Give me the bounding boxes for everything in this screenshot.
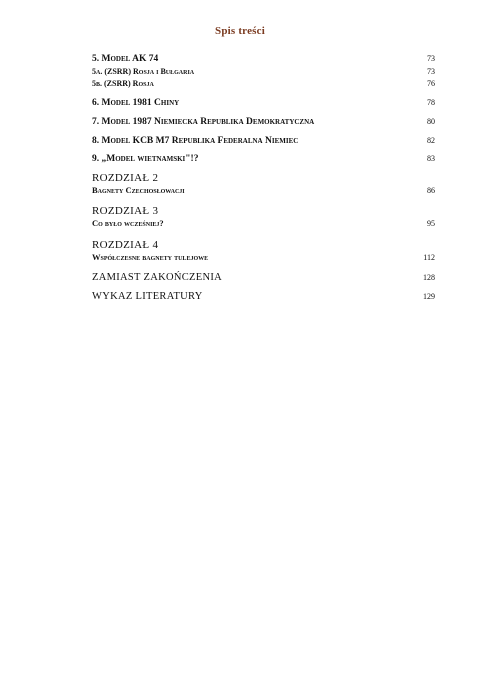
toc-entry-title: 9. „Model wietnamski"!?: [92, 154, 199, 164]
toc-entry-page: 128: [423, 273, 435, 282]
toc-entry-page: 73: [427, 67, 435, 76]
toc-entry-title: WYKAZ LITERATURY: [92, 291, 203, 302]
toc-entry-chapter-4[interactable]: [92, 252, 435, 262]
toc-entry-page: 78: [427, 98, 435, 107]
toc-entry-chapter-2[interactable]: [92, 185, 435, 195]
toc-entry-page: 95: [427, 219, 435, 228]
toc-entry-page: 76: [427, 79, 435, 88]
toc-entry-chapter-3[interactable]: [92, 218, 435, 228]
toc-entry-page: 73: [427, 54, 435, 63]
chapter-3-label: ROZDZIAŁ 3: [92, 205, 159, 217]
toc-entry-title: Współczesne bagnety tulejowe: [92, 252, 209, 262]
toc-entry-title: 5b. (ZSRR) Rosja: [92, 79, 154, 88]
chapter-2-label: ROZDZIAŁ 2: [92, 172, 159, 184]
toc-entry-title: ZAMIAST ZAKOŃCZENIA: [92, 272, 223, 283]
toc-entry-page: 83: [427, 154, 435, 163]
toc-entry-model-kcb[interactable]: [92, 136, 435, 146]
toc-entry-title: 7. Model 1987 Niemiecka Republika Demokratyczna: [92, 117, 315, 127]
toc-entry-title: Co było wcześniej?: [92, 218, 164, 228]
toc-entry-title: Bagnety Czechosłowacji: [92, 185, 185, 195]
toc-entry-model-1981[interactable]: [92, 98, 435, 108]
chapter-4-label: ROZDZIAŁ 4: [92, 239, 159, 251]
page-title: Spis treści: [215, 25, 265, 37]
toc-entry-model-1987[interactable]: [92, 117, 435, 127]
toc-entry-title: 5a. (ZSRR) Rosja i Bułgaria: [92, 67, 195, 76]
toc-entry-title: 8. Model KCB M7 Republika Federalna Niemiec: [92, 136, 299, 146]
toc-entry-page: 82: [427, 136, 435, 145]
toc-entry-page: 86: [427, 186, 435, 195]
toc-entry-5a[interactable]: [92, 67, 435, 76]
toc-entry-page: 129: [423, 292, 435, 301]
toc-entry-page: 80: [427, 117, 435, 126]
toc-entry-literatura[interactable]: [92, 291, 435, 302]
toc-entry-zakonczenie[interactable]: [92, 272, 435, 283]
toc-entry-model-wietnamski[interactable]: [92, 154, 435, 164]
toc-entry-model-ak74[interactable]: [92, 54, 435, 64]
toc-entry-page: 112: [423, 253, 435, 262]
table-of-contents: [92, 54, 435, 302]
toc-entry-title: 5. Model AK 74: [92, 54, 159, 64]
toc-entry-title: 6. Model 1981 Chiny: [92, 98, 180, 108]
toc-entry-5b[interactable]: [92, 79, 435, 88]
